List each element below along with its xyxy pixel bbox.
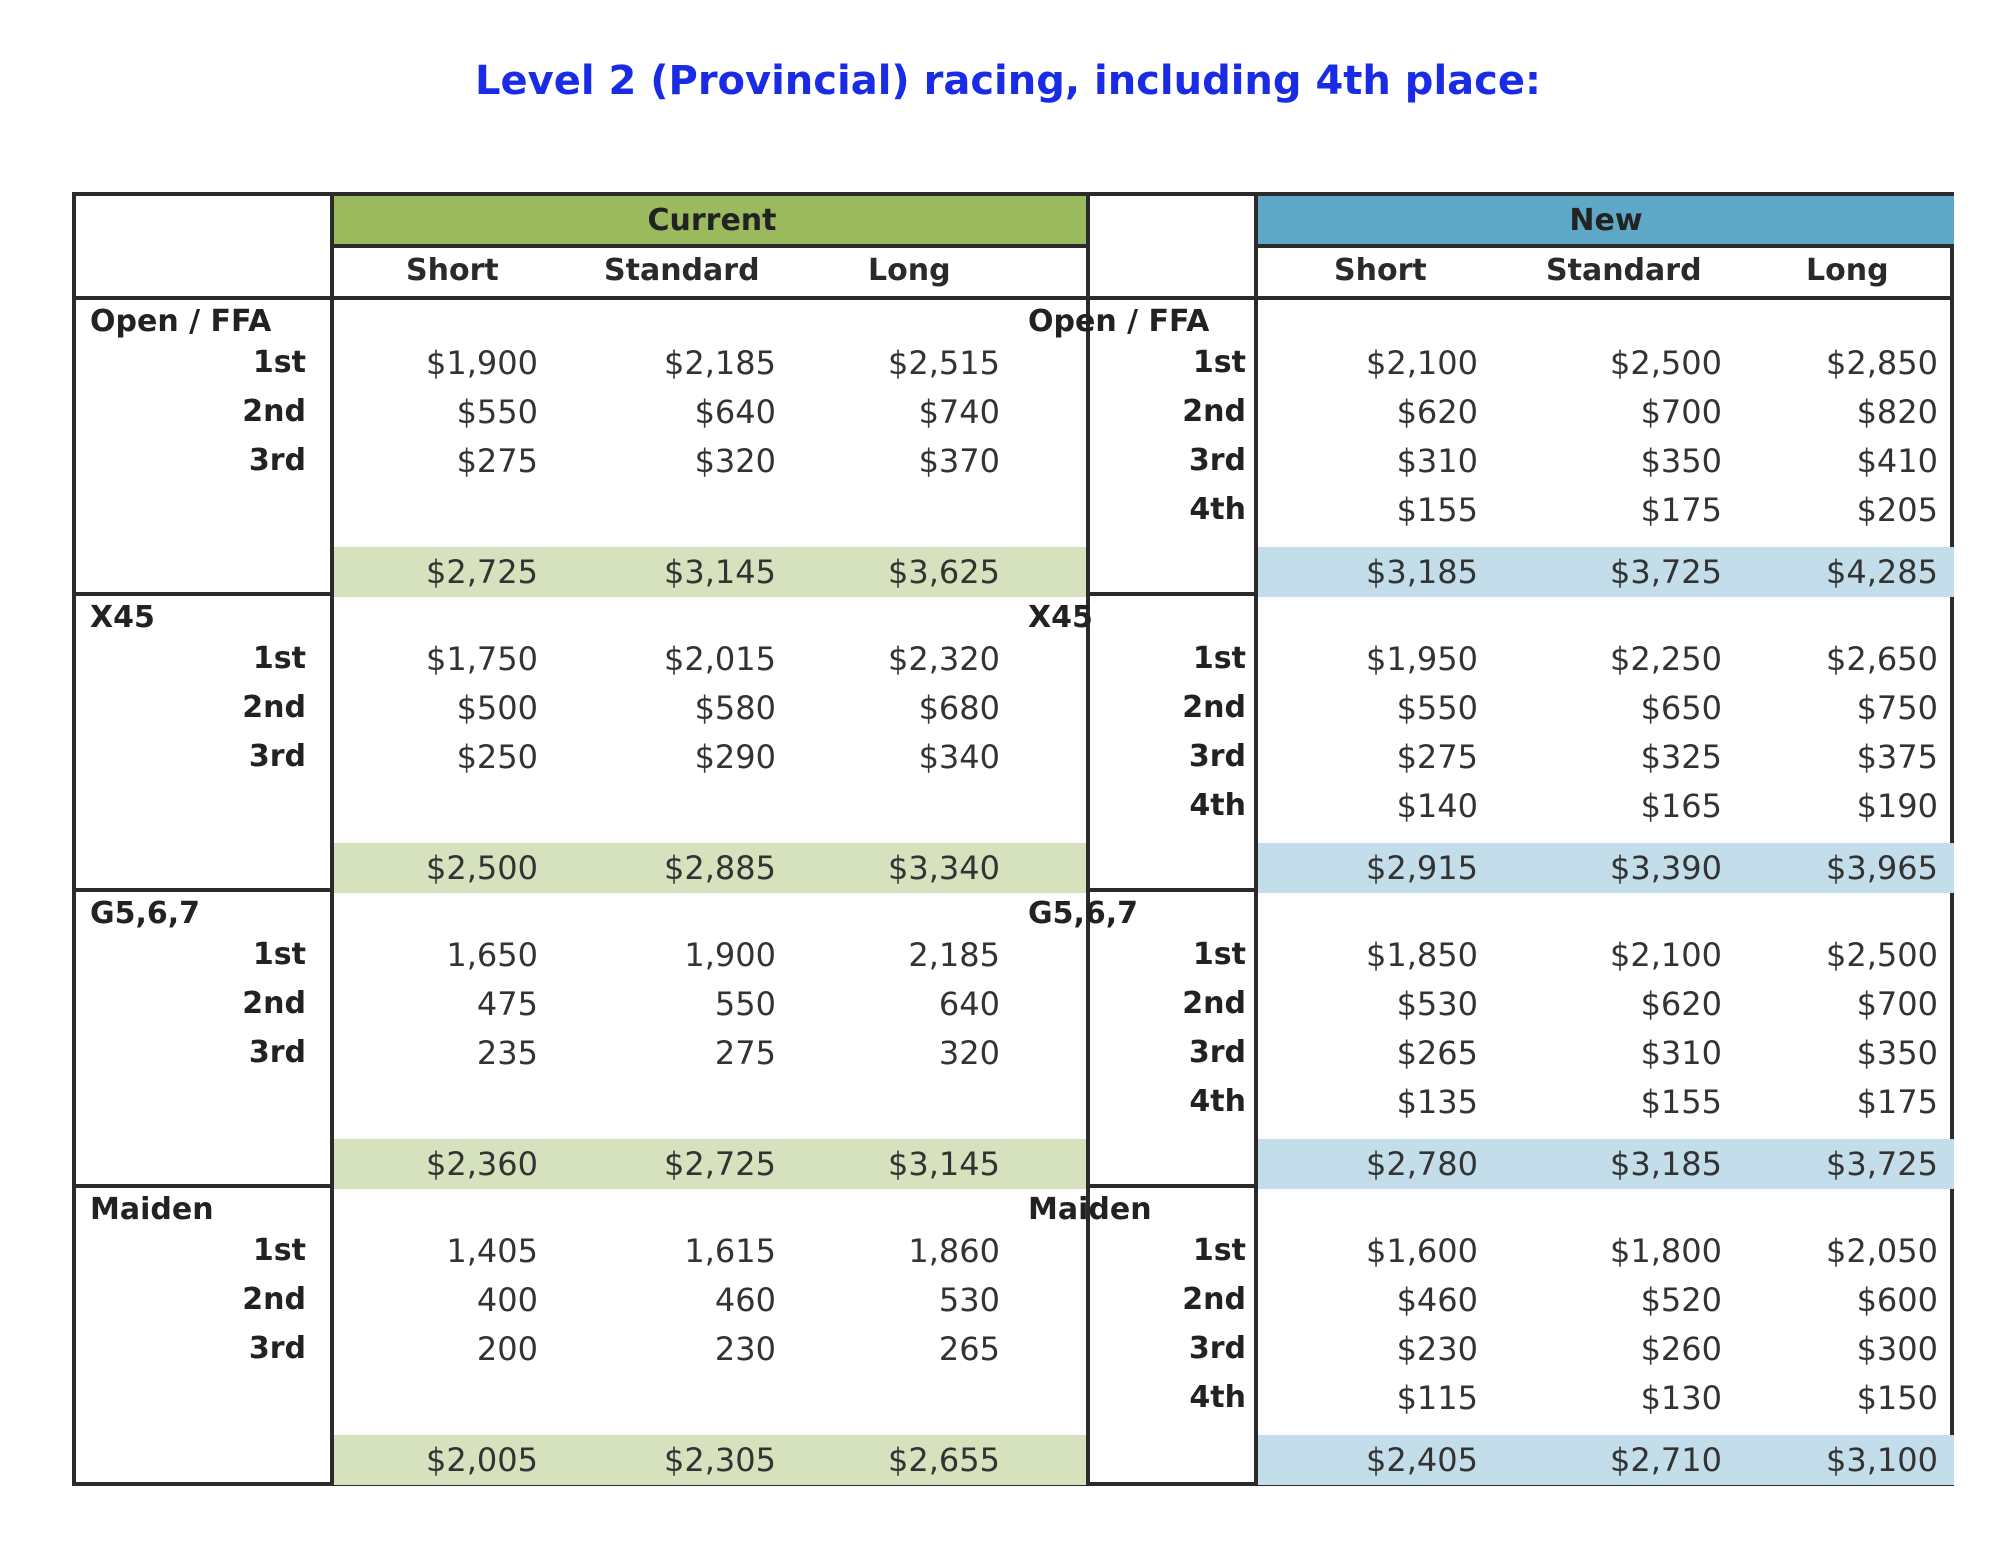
total-value-new: $3,390	[1610, 849, 1722, 887]
place-label: 3rd	[248, 1331, 306, 1366]
prize-value-new: $1,850	[1366, 936, 1478, 974]
prize-value-current: 2,185	[908, 936, 1000, 974]
prize-value-new: $2,100	[1366, 344, 1478, 382]
prize-value-new: $2,500	[1610, 344, 1722, 382]
prize-value-current: $640	[694, 393, 776, 431]
prize-value-new: $155	[1396, 491, 1478, 529]
place-label: 1st	[252, 1233, 306, 1268]
prize-value-current: $1,900	[426, 344, 538, 382]
place-label: 2nd	[242, 394, 306, 429]
prize-value-new: $260	[1640, 1330, 1722, 1368]
total-value-current: $2,500	[426, 849, 538, 887]
prize-value-new: $175	[1856, 1083, 1938, 1121]
total-value-current: $2,725	[426, 553, 538, 591]
prize-value-new: $300	[1856, 1330, 1938, 1368]
prize-value-current: $2,515	[888, 344, 1000, 382]
total-value-current: $2,885	[664, 849, 776, 887]
prize-value-new: $520	[1640, 1281, 1722, 1319]
total-value-current: $3,340	[888, 849, 1000, 887]
category-label: Maiden	[90, 1192, 214, 1227]
category-label: Open / FFA	[90, 304, 272, 339]
prize-value-new: $1,950	[1366, 640, 1478, 678]
place-label: 2nd	[242, 1282, 306, 1317]
prize-value-new: $230	[1396, 1330, 1478, 1368]
place-label: 2nd	[1182, 690, 1246, 725]
place-label: 1st	[1192, 1233, 1246, 1268]
place-label: 2nd	[1182, 394, 1246, 429]
col-header-new-short: Short	[1334, 253, 1427, 288]
prize-value-new: $2,250	[1610, 640, 1722, 678]
prize-money-table	[72, 192, 1954, 1486]
place-label: 3rd	[248, 1035, 306, 1070]
divider-v	[330, 196, 334, 1482]
prize-value-new: $350	[1856, 1034, 1938, 1072]
total-value-new: $3,185	[1610, 1145, 1722, 1183]
prize-value-current: 265	[938, 1330, 1000, 1368]
total-value-current: $3,625	[888, 553, 1000, 591]
prize-value-new: $155	[1640, 1083, 1722, 1121]
prize-value-new: $820	[1856, 393, 1938, 431]
prize-value-current: $340	[918, 738, 1000, 776]
prize-value-new: $2,850	[1826, 344, 1938, 382]
prize-value-current: 530	[938, 1281, 1000, 1319]
total-value-new: $3,100	[1826, 1441, 1938, 1479]
place-label: 2nd	[242, 986, 306, 1021]
place-label: 3rd	[1188, 443, 1246, 478]
prize-value-new: $205	[1856, 491, 1938, 529]
place-label: 1st	[1192, 937, 1246, 972]
category-label: G5,6,7	[1028, 896, 1139, 931]
prize-value-new: $275	[1396, 738, 1478, 776]
prize-value-current: $740	[918, 393, 1000, 431]
prize-value-current: 400	[476, 1281, 538, 1319]
prize-value-new: $325	[1640, 738, 1722, 776]
total-value-current: $3,145	[888, 1145, 1000, 1183]
prize-value-new: $600	[1856, 1281, 1938, 1319]
prize-value-current: 1,650	[446, 936, 538, 974]
prize-value-new: $2,100	[1610, 936, 1722, 974]
divider-v	[1086, 196, 1090, 1482]
total-value-current: $2,655	[888, 1441, 1000, 1479]
category-label: X45	[1028, 600, 1093, 635]
prize-value-new: $700	[1640, 393, 1722, 431]
prize-value-new: $750	[1856, 689, 1938, 727]
col-header-current-standard: Standard	[604, 253, 760, 288]
prize-value-current: $250	[456, 738, 538, 776]
prize-value-new: $620	[1396, 393, 1478, 431]
total-value-new: $2,710	[1610, 1441, 1722, 1479]
prize-value-current: $580	[694, 689, 776, 727]
prize-value-current: $275	[456, 442, 538, 480]
place-label: 2nd	[1182, 986, 1246, 1021]
total-value-current: $2,005	[426, 1441, 538, 1479]
prize-value-current: $1,750	[426, 640, 538, 678]
place-label: 3rd	[248, 739, 306, 774]
col-header-current-short: Short	[406, 253, 499, 288]
prize-value-new: $700	[1856, 985, 1938, 1023]
divider-h	[330, 244, 1090, 248]
prize-value-current: 1,405	[446, 1232, 538, 1270]
prize-value-new: $310	[1640, 1034, 1722, 1072]
prize-value-current: 235	[476, 1034, 538, 1072]
total-value-new: $3,185	[1366, 553, 1478, 591]
prize-value-current: $680	[918, 689, 1000, 727]
prize-value-current: $320	[694, 442, 776, 480]
prize-value-new: $375	[1856, 738, 1938, 776]
place-label: 3rd	[248, 443, 306, 478]
place-label: 4th	[1189, 1380, 1246, 1415]
prize-value-new: $1,600	[1366, 1232, 1478, 1270]
category-label: Maiden	[1028, 1192, 1152, 1227]
prize-value-new: $650	[1640, 689, 1722, 727]
prize-value-new: $1,800	[1610, 1232, 1722, 1270]
total-value-new: $3,725	[1826, 1145, 1938, 1183]
prize-value-new: $350	[1640, 442, 1722, 480]
category-label: Open / FFA	[1028, 304, 1210, 339]
place-label: 4th	[1189, 492, 1246, 527]
prize-value-new: $130	[1640, 1379, 1722, 1417]
category-label: G5,6,7	[90, 896, 201, 931]
prize-value-new: $310	[1396, 442, 1478, 480]
prize-value-current: 1,615	[684, 1232, 776, 1270]
prize-value-new: $410	[1856, 442, 1938, 480]
place-label: 3rd	[1188, 739, 1246, 774]
prize-value-new: $460	[1396, 1281, 1478, 1319]
col-header-current-long: Long	[868, 253, 951, 288]
prize-value-current: 320	[938, 1034, 1000, 1072]
prize-value-new: $115	[1396, 1379, 1478, 1417]
prize-value-current: 1,860	[908, 1232, 1000, 1270]
total-value-new: $2,780	[1366, 1145, 1478, 1183]
total-value-new: $3,965	[1826, 849, 1938, 887]
prize-value-new: $530	[1396, 985, 1478, 1023]
prize-value-new: $140	[1396, 787, 1478, 825]
header-current: Current	[334, 196, 1090, 246]
place-label: 1st	[1192, 641, 1246, 676]
header-new: New	[1258, 196, 1954, 246]
prize-value-current: $370	[918, 442, 1000, 480]
prize-value-current: 550	[714, 985, 776, 1023]
place-label: 3rd	[1188, 1331, 1246, 1366]
prize-value-new: $135	[1396, 1083, 1478, 1121]
place-label: 1st	[252, 937, 306, 972]
place-label: 2nd	[1182, 1282, 1246, 1317]
place-label: 1st	[252, 641, 306, 676]
prize-value-current: $2,320	[888, 640, 1000, 678]
prize-value-new: $2,650	[1826, 640, 1938, 678]
prize-value-current: $550	[456, 393, 538, 431]
total-value-new: $4,285	[1826, 553, 1938, 591]
prize-value-new: $175	[1640, 491, 1722, 529]
prize-value-current: 460	[714, 1281, 776, 1319]
prize-value-current: 640	[938, 985, 1000, 1023]
prize-value-new: $550	[1396, 689, 1478, 727]
prize-value-current: 230	[714, 1330, 776, 1368]
prize-value-new: $620	[1640, 985, 1722, 1023]
place-label: 1st	[252, 345, 306, 380]
total-value-new: $2,915	[1366, 849, 1478, 887]
place-label: 4th	[1189, 1084, 1246, 1119]
total-value-new: $2,405	[1366, 1441, 1478, 1479]
divider-h	[1254, 244, 1954, 248]
prize-value-new: $2,500	[1826, 936, 1938, 974]
col-header-new-standard: Standard	[1546, 253, 1702, 288]
category-label: X45	[90, 600, 155, 635]
total-value-current: $2,725	[664, 1145, 776, 1183]
divider-h	[76, 296, 1950, 300]
total-value-current: $2,360	[426, 1145, 538, 1183]
total-value-new: $3,725	[1610, 553, 1722, 591]
prize-value-current: 475	[476, 985, 538, 1023]
prize-value-current: $2,185	[664, 344, 776, 382]
prize-value-current: $500	[456, 689, 538, 727]
col-header-new-long: Long	[1806, 253, 1889, 288]
prize-value-new: $190	[1856, 787, 1938, 825]
place-label: 2nd	[242, 690, 306, 725]
prize-value-current: $2,015	[664, 640, 776, 678]
divider-v	[1254, 196, 1258, 1482]
prize-value-new: $150	[1856, 1379, 1938, 1417]
total-value-current: $2,305	[664, 1441, 776, 1479]
prize-value-current: 275	[714, 1034, 776, 1072]
place-label: 4th	[1189, 788, 1246, 823]
prize-value-current: $290	[694, 738, 776, 776]
page-title: Level 2 (Provincial) racing, including 4th place:	[475, 58, 1541, 104]
prize-value-new: $265	[1396, 1034, 1478, 1072]
prize-value-current: 200	[476, 1330, 538, 1368]
total-value-current: $3,145	[664, 553, 776, 591]
place-label: 1st	[1192, 345, 1246, 380]
prize-value-new: $165	[1640, 787, 1722, 825]
prize-value-new: $2,050	[1826, 1232, 1938, 1270]
prize-value-current: 1,900	[684, 936, 776, 974]
place-label: 3rd	[1188, 1035, 1246, 1070]
